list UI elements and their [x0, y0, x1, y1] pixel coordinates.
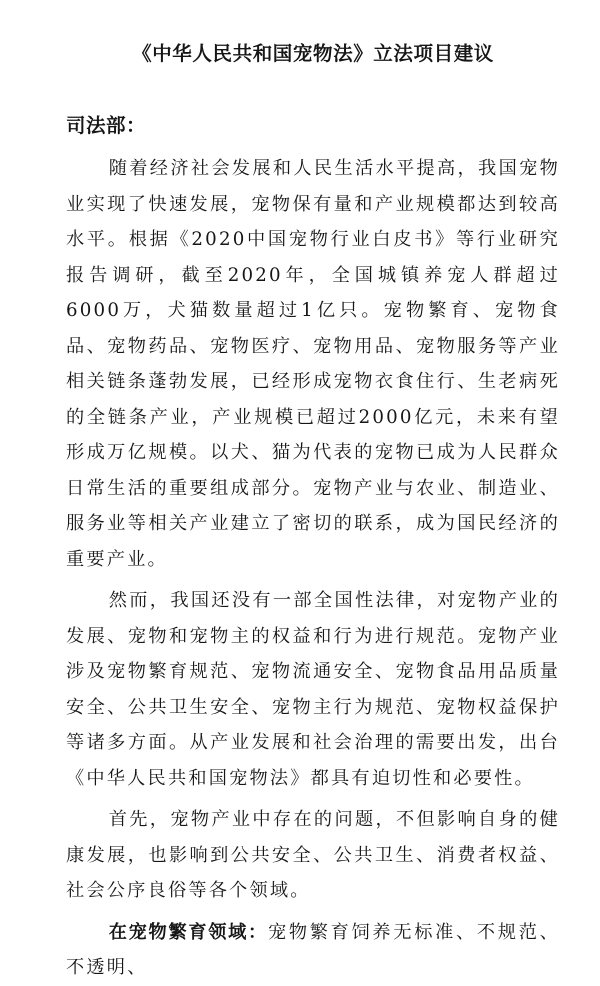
paragraph-4 — [66, 915, 560, 986]
document-title: 《中华人民共和国宠物法》立法项目建议 — [132, 42, 494, 65]
paragraph-1: 随着经济社会发展和人民生活水平提高，我国宠物业实现了快速发展，宠物保有量和产业规模都达到较高水平。根据《2020中国宠物行业白皮书》等行业研究报告调研，截至2020年，全国城镇养宠人群超过6000万，犬猫数量超过1亿只。宠物繁育、宠物食品、宠物药品、宠物医疗、宠物用品、宠物服务等产业相关链条蓬勃发展，已经形成宠物衣食住行、生老病死的全链条产业，产业规模已超过2000亿元，未来有望形成万亿规模。以犬、猫为代表的宠物已成为人民群众日常生活的重要组成部分。宠物产业与农业、制造业、服务业等相关产业建立了密切的联系，成为国民经济的重要产业。 — [66, 158, 560, 570]
paragraph-2: 然而，我国还没有一部全国性法律，对宠物产业的发展、宠物和宠物主的权益和行为进行规范。宠物产业涉及宠物繁育规范、宠物流通安全、宠物食品用品质量安全、公共卫生安全、宠物主行为规范、宠物权益保护等诸多方面。从产业发展和社会治理的需要出发，出台《中华人民共和国宠物法》都具有迫切性和必要性。 — [66, 590, 560, 789]
paragraph-3: 首先，宠物产业中存在的问题，不但影响自身的健康发展，也影响到公共安全、公共卫生、消费者权益、社会公序良俗等各个领域。 — [66, 809, 560, 901]
addressee: 司法部： — [66, 114, 147, 137]
section-lead: 在宠物繁育领域： — [108, 921, 268, 943]
section-text: 宠物繁育饲养无标准、不规范、不透明、 — [66, 921, 560, 978]
